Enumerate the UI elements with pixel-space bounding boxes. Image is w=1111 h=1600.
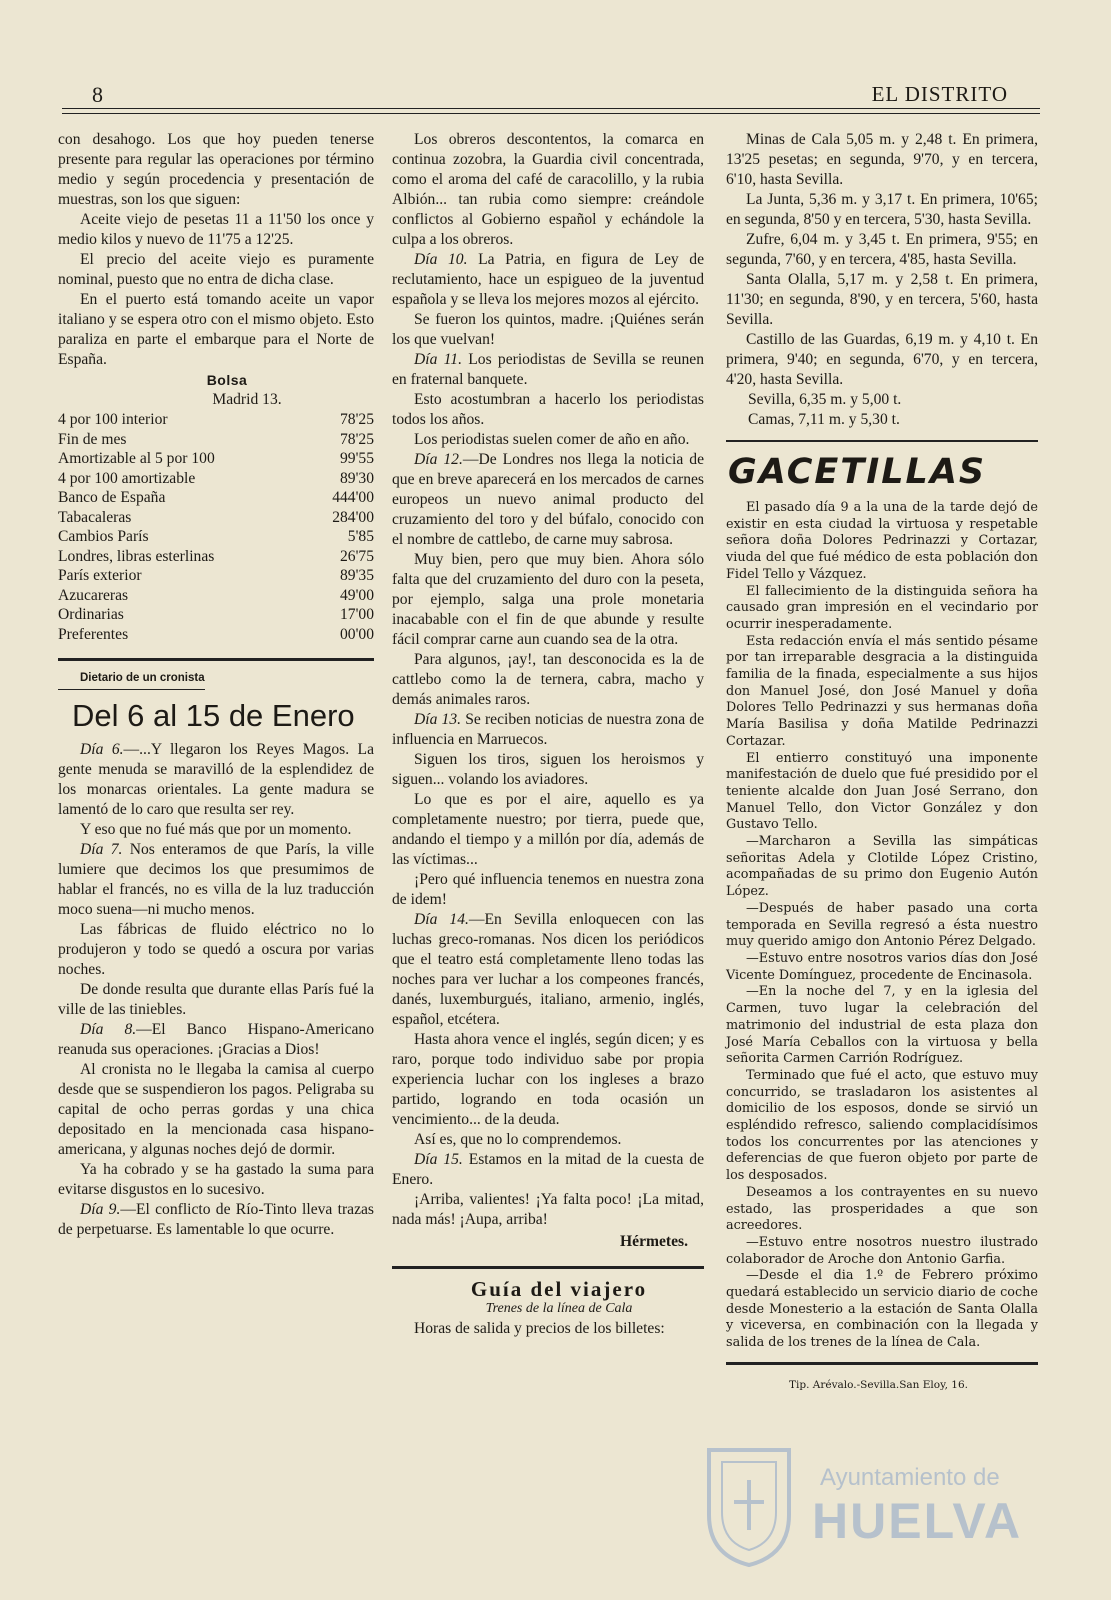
paragraph: De donde resulta que durante ellas París fué la ville de las tiniebles. [58,981,374,1018]
bolsa-row [58,430,374,450]
column-1 [58,130,374,1240]
paragraph: Los periodistas suelen comer de año en año. [414,431,690,448]
section-kicker: Dietario de un cronista [58,668,205,690]
watermark-line1: Ayuntamiento de [820,1464,1000,1491]
column-2 [392,130,704,1339]
diary-text: La Patria, en figura de Ley de reclutamiento, hace un espigueo de la juventud española y se lleva los mejores mozos al ejército. [392,251,705,308]
diary-date: Día 7. [80,841,123,858]
bolsa-name: Tabacaleras [58,508,132,526]
bolsa-value: 5'85 [347,528,374,545]
section-rule [392,1266,704,1269]
paragraph: Hasta ahora vence el inglés, según dicen; y es raro, porque todo individuo sabe por propia experiencia luchar con los ingleses a brazo partido, logrando en toda ocasión un vencimiento... de la deuda. [392,1031,704,1128]
paragraph: Horas de salida y precios de los billetes: [414,1320,665,1337]
gacetillas-body [726,500,1038,1352]
diary-date: Día 8. [80,1021,137,1038]
diary-text: Los periodistas de Sevilla se reunen en fraternal banquete. [392,351,704,388]
gacetilla: El entierro constituyó una imponente manifestación de duelo que fué presidido por el teniente alcalde don Juan José Serrano, don Manuel Tello, don Victor González y don Gustavo Tello. [726,750,1038,833]
paragraph: ¡Arriba, valientes! ¡Ya falta poco! ¡La mitad, nada más! ¡Aupa, arriba! [392,1191,704,1228]
bolsa-name: Ordinarias [58,606,124,623]
diary-date: Día 11. [414,351,462,368]
diary-text: —En Sevilla enloquecen con las luchas greco-romanas. Nos dicen los periódicos que el teatro está completamente lleno todas las noches para ver luchar a los compeones francés, danés, luxemburgués, italiano, armenio, inglés, español, etcétera. [392,911,704,1028]
bolsa-row [58,527,374,547]
watermark-line2: HUELVA [812,1493,1023,1549]
bolsa-row [58,410,374,430]
train-entry: Santa Olalla, 5,17 m. y 2,58 t. En primera, 11'30; en segunda, 8'90, y en tercera, 5'60, hasta Sevilla. [726,271,1038,328]
bolsa-value: 444'00 [332,489,374,506]
bolsa-row [58,586,374,606]
paragraph: Muy bien, pero que muy bien. Ahora sólo falta que del cruzamiento del duro con la peseta, por ejemplo, salga una prole monetaria inacabable con el fin de que abunde y resulte fácil comprar carne aun cuando sea de la otra. [392,551,704,648]
bolsa-value: 284'00 [332,508,374,526]
paragraph: Se fueron los quintos, madre. ¡Quiénes serán los que vuelvan! [392,311,704,348]
gacetilla: —Estuvo entre nosotros varios días don José Vicente Domínguez, procedente de Encinasola. [726,950,1038,983]
bolsa-value: 26'75 [340,547,374,565]
paragraph: Para algunos, ¡ay!, tan desconocida es la de cattlebo como la de ternera, cabra, macho y demás animales raros. [392,651,704,708]
paragraph: Lo que es por el aire, aquello es ya completamente nuestro; por tierra, puede que, andando el tiempo y a millón por día, además de las víctimas... [392,791,704,868]
diary-text: —De Londres nos llega la noticia de que en breve aparecerá en los mercados de carnes europeos un nuevo animal producto del cruzamiento del toro y del búfalo, conocido con el nombre de cattlebo, de carne muy sabrosa. [392,451,705,548]
paragraph: ¡Pero qué influencia tenemos en nuestra zona de idem! [392,871,704,908]
diary-date: Día 10. [414,251,468,268]
guia-subtitle: Trenes de la línea de Cala [485,1301,633,1316]
page-number: 8 [92,82,103,107]
section-title: Del 6 al 15 de Enero [72,698,355,733]
diary-text: Estamos en la mitad de la cuesta de Enero. [392,1151,705,1188]
bolsa-name: Preferentes [58,625,129,643]
bolsa-name: 4 por 100 interior [58,411,168,428]
diary-entry [392,350,704,390]
section-rule [58,658,374,661]
bolsa-value: 00'00 [340,625,374,643]
bolsa-row [58,449,374,469]
diary-date: Día 9. [80,1201,121,1218]
bolsa-name: 4 por 100 amortizable [58,469,196,487]
paragraph: Las fábricas de fluido eléctrico no lo produjeron y todo se quedó a oscura por varias noches. [58,921,374,978]
bolsa-row [58,547,374,567]
bolsa-row [58,625,374,645]
paragraph: Ya ha cobrado y se ha gastado la suma para evitarse disgustos en lo sucesivo. [58,1161,374,1198]
bolsa-heading: Bolsa [206,372,248,388]
diary-entry [392,250,704,310]
header-rule [62,108,1040,114]
section-rule [726,440,1038,442]
gacetilla: —Desde el dia 1.º de Febrero próximo quedará establecido un servicio diario de coche desde Monesterio a la estación de Santa Olalla y viceversa, en combinación con la llegada y salida de los trenes de la línea de Cala. [726,1268,1038,1351]
gacetilla: El fallecimiento de la distinguida señora ha causado gran impresión en el vecindario por ocurrir inesperadamente. [726,583,1038,632]
gacetilla: —Marcharon a Sevilla las simpáticas señoritas Adela y Clotilde López Cristino, acompañadas de su primo don Eugenio Autón López. [726,834,1038,900]
paragraph: Al cronista no le llegaba la camisa al cuerpo desde que se suspendieron los pagos. Peligraba su capital de ocho perras gordas y una chica depositado en la mencionada casa hispano-americana, y algunas noches dejó de dormir. [58,1061,374,1158]
paragraph: El precio del aceite viejo es puramente nominal, puesto que no entra de dicha clase. [58,251,374,288]
diary-text: —El conflicto de Río-Tinto lleva trazas de perpetuarse. Es lamentable lo que ocurre. [58,1201,374,1238]
diary-entry [58,840,374,920]
paragraph: Aceite viejo de pesetas 11 a 11'50 los once y medio kilos y nuevo de 11'75 a 12'25. [58,211,374,248]
column-3 [726,130,1038,1395]
paragraph: Los obreros descontentos, la comarca en continua zozobra, la Guardia civil concentrada, como el aroma del café de caracolillo, y la rubia Albión... tan rubia como siempre: creándole conflictos al Gobierno español y echándole la culpa a los obreros. [392,131,704,248]
gacetilla: —En la noche del 7, y en la iglesia del Carmen, tuvo lugar la celebración del matrimonio del industrial de esta plaza don José María Ceballos con la virtuosa y bella señorita Carmen Carrión Rodríguez. [726,984,1038,1067]
paragraph: En el puerto está tomando aceite un vapor italiano y se espera otro con el mismo objeto. Esto paraliza en parte el embarque para el Norte de España. [58,291,374,368]
diary-entry [392,710,704,750]
diary-entry [58,740,374,820]
bolsa-name: Fin de mes [58,430,127,448]
end-rule [726,1362,1038,1365]
paragraph: con desahogo. Los que hoy pueden tenerse presente para regular las operaciones por término medio y según procedencia y presentación de muestras, son los que siguen: [58,131,374,208]
gacetilla: —Después de haber pasado una corta temporada en Sevilla regresó a ésta nuestro muy querido amigo don Antonio Pérez Delgado. [726,900,1038,950]
train-entry: Sevilla, 6,35 m. y 5,00 t. [748,391,902,408]
guia-title: Guía del viajero [470,1277,648,1301]
bolsa-value: 78'25 [340,430,374,448]
diary-entry [392,450,704,550]
bolsa-name: Londres, libras esterlinas [58,547,215,565]
bolsa-value: 99'55 [340,450,374,467]
bolsa-value: 78'25 [340,411,374,428]
bolsa-row [58,508,374,528]
diary-text: Nos enteramos de que París, la ville lumiere que decimos los que presumimos de hablar el francés, no es villa de la luz traducción moco suena—ni mucho menos. [58,841,374,918]
diary-entry [392,910,704,1030]
diary-entry [58,1200,374,1240]
diary-date: Día 6. [80,741,124,758]
coat-of-arms-icon [694,1440,804,1570]
diary-entry [392,1150,704,1190]
bolsa-name: Banco de España [58,489,166,506]
bolsa-value: 17'00 [340,606,374,623]
diary-date: Día 13. [414,711,462,728]
bolsa-value: 49'00 [340,586,374,604]
printer-imprint: Tip. Arévalo.-Sevilla.San Eloy, 16. [789,1378,968,1391]
train-entry: Camas, 7,11 m. y 5,30 t. [748,411,900,428]
masthead-title: EL DISTRITO [871,82,1008,106]
gacetillas-title: GACETILLAS [728,452,987,492]
diary-date: Día 15. [414,1151,463,1168]
author-signature: Hérmetes. [620,1233,688,1250]
gacetilla: El pasado día 9 a la una de la tarde dejó de existir en esta ciudad la virtuosa y respetable señora doña Dolores Pedrinazzi y Cortazar, viuda del que fué médico de esta población don Fidel Tello y Vázquez. [726,500,1038,582]
gacetilla: Esta redacción envía el más sentido pésame por tan irreparable desgracia a la distinguida familia de la finada, especialmente a sus hijos don Manuel José, don José Manuel y doña Dolores Tello Pedrinazzi y sus hermanas doña María Basilisa y doña Matilde Pedrinazzi Cortazar. [726,633,1038,749]
train-entry: Castillo de las Guardas, 6,19 m. y 4,10 t. En primera, 9'40; en segunda, 6'70, y en tercera, 4'20, hasta Sevilla. [726,331,1038,388]
diary-date: Día 14. [414,911,469,928]
bolsa-row [58,488,374,508]
diary-text: —...Y llegaron los Reyes Magos. La gente menuda se maravilló de la esplendidez de los monarcas orientales. La gente madura se lamentó de lo caro que resulta ser rey. [58,741,375,818]
gacetilla: Deseamos a los contrayentes en su nuevo estado, las prosperidades a que son acreedores. [726,1184,1038,1234]
diary-text: Se reciben noticias de nuestra zona de influencia en Marruecos. [392,711,705,748]
train-entry: La Junta, 5,36 m. y 3,17 t. En primera, 10'65; en segunda, 8'50 y en tercera, 5'30, hasta Sevilla. [726,191,1038,228]
paragraph: Así es, que no lo comprendemos. [414,1131,622,1148]
gacetilla: —Estuvo entre nosotros nuestro ilustrado colaborador de Aroche don Antonio Garfia. [726,1234,1038,1267]
diary-text: —El Banco Hispano-Americano reanuda sus operaciones. ¡Gracias a Dios! [58,1021,375,1058]
bolsa-name: Amortizable al 5 por 100 [58,450,215,467]
paragraph: Esto acostumbran a hacerlo los periodistas todos los años. [392,391,704,428]
paragraph: Siguen los tiros, siguen los heroismos y siguen... volando los aviadores. [392,751,704,788]
bolsa-row [58,605,374,625]
bolsa-row [58,566,374,586]
bolsa-value: 89'35 [340,567,374,584]
bolsa-value: 89'30 [340,469,374,487]
train-entry: Minas de Cala 5,05 m. y 2,48 t. En primera, 13'25 pesetas; en segunda, 9'70, y en tercera, 6'10, hasta Sevilla. [726,131,1038,188]
train-entry: Zufre, 6,04 m. y 3,45 t. En primera, 9'55; en segunda, 7'60, y en tercera, 4'85, hasta Sevilla. [726,231,1038,268]
page-header [62,80,1040,116]
diary-entry [58,1020,374,1060]
bolsa-name: París exterior [58,567,142,584]
archive-watermark [694,1440,1034,1570]
bolsa-date: Madrid 13. [212,391,282,408]
bolsa-table [58,410,374,644]
bolsa-row [58,469,374,489]
paragraph: Y eso que no fué más que por un momento. [80,821,352,838]
bolsa-name: Azucareras [58,586,129,604]
gacetilla: Terminado que fué el acto, que estuvo muy concurrido, se trasladaron los asistentes al domicilio de los esposos, donde se sirvió un espléndido refresco, saliendo complacidísimos todos los concurrentes por las atenciones y deferencias de que fueron objeto por parte de los desposados. [726,1067,1038,1184]
diary-date: Día 12. [414,451,463,468]
bolsa-name: Cambios París [58,528,149,545]
